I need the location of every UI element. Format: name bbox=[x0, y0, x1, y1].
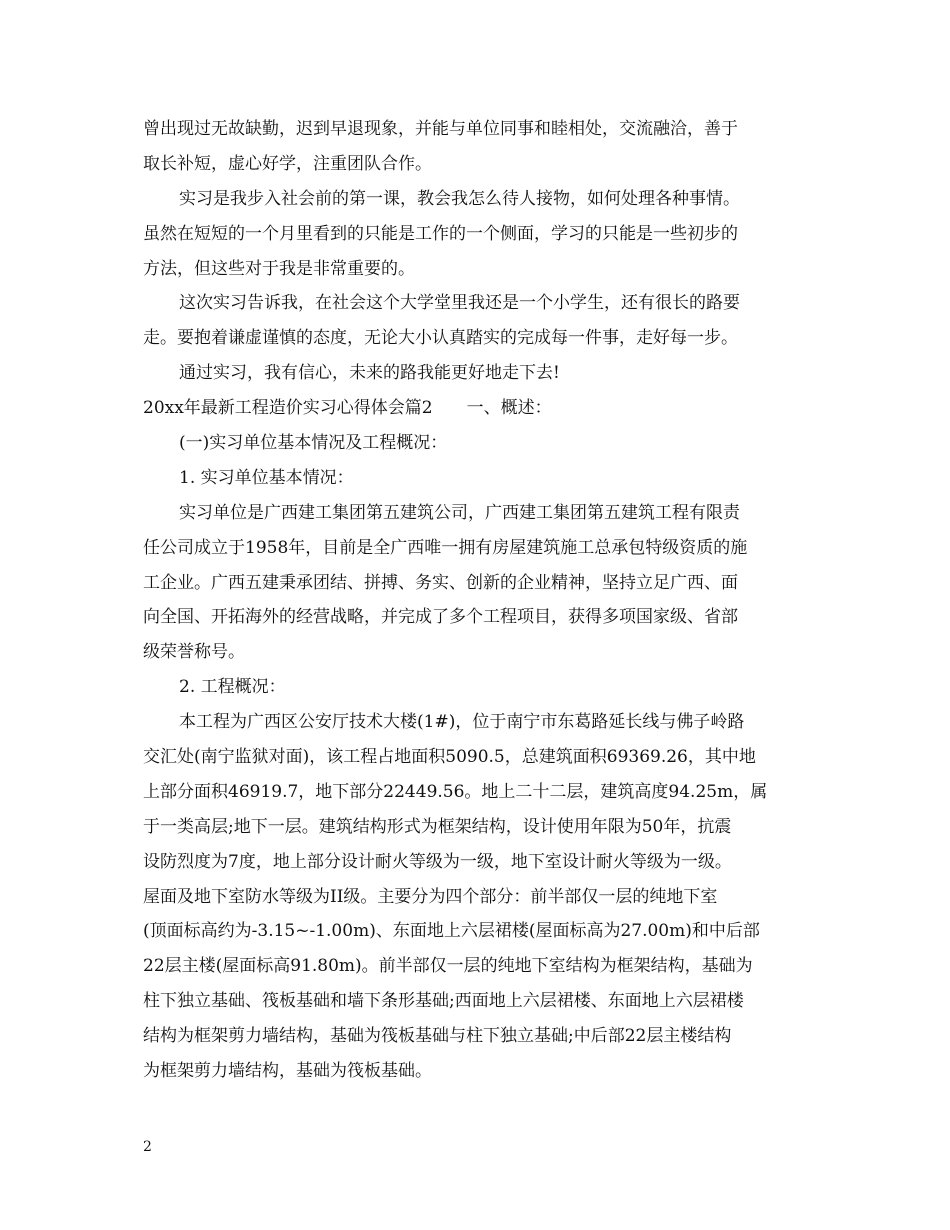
paragraph-first-line: 这次实习告诉我，在社会这个大学堂里我还是一个小学生，还有很长的路要 bbox=[179, 293, 740, 314]
section-heading: 20xx年最新工程造价实习心得体会篇2 一、概述： bbox=[143, 398, 552, 419]
text-line: 走。要抱着谦虚谨慎的态度，无论大小认真踏实的完成每一件事，走好每一步。 bbox=[143, 328, 738, 349]
text-line: 为框架剪力墙结构，基础为筏板基础。 bbox=[143, 1061, 432, 1082]
text-line: 方法，但这些对于我是非常重要的。 bbox=[143, 258, 415, 279]
subsection-heading: 2. 工程概况： bbox=[179, 677, 286, 698]
paragraph-first-line: 实习是我步入社会前的第一课，教会我怎么待人接物，如何处理各种事情。 bbox=[179, 188, 740, 209]
body-text bbox=[143, 112, 813, 1089]
text-line: 于一类高层;地下一层。建筑结构形式为框架结构，设计使用年限为50年，抗震 bbox=[143, 816, 732, 837]
subsection-heading: 1. 实习单位基本情况： bbox=[179, 467, 354, 488]
text-line: 上部分面积46919.7，地下部分22449.56。地上二十二层，建筑高度94.25m，属 bbox=[143, 781, 768, 802]
text-line: 22层主楼(屋面标高91.80m)。前半部仅一层的纯地下室结构为框架结构，基础为 bbox=[143, 956, 753, 977]
text-line: 设防烈度为7度，地上部分设计耐火等级为一级，地下室设计耐火等级为一级。 bbox=[143, 851, 732, 872]
text-line: 虽然在短短的一个月里看到的只能是工作的一个侧面，学习的只能是一些初步的 bbox=[143, 223, 738, 244]
text-line: (顶面标高约为-3.15~-1.00m)、东面地上六层裙楼(屋面标高为27.00m)和中后部 bbox=[143, 921, 760, 942]
paragraph-first-line: 通过实习，我有信心，未来的路我能更好地走下去! bbox=[179, 363, 560, 384]
text-line: 交汇处(南宁监狱对面)，该工程占地面积5090.5，总建筑面积69369.26，其中地 bbox=[143, 747, 756, 768]
text-line: 曾出现过无故缺勤，迟到早退现象，并能与单位同事和睦相处，交流融洽，善于 bbox=[143, 119, 738, 139]
paragraph-first-line: 实习单位是广西建工集团第五建筑公司，广西建工集团第五建筑工程有限责 bbox=[179, 502, 740, 523]
text-line: 结构为框架剪力墙结构，基础为筏板基础与柱下独立基础;中后部22层主楼结构 bbox=[143, 1026, 732, 1047]
paragraph-first-line: 本工程为广西区公安厅技术大楼(1#)，位于南宁市东葛路延长线与佛子岭路 bbox=[179, 712, 745, 733]
subsection-heading: (一)实习单位基本情况及工程概况： bbox=[179, 433, 448, 454]
text-line: 取长补短，虚心好学，注重团队合作。 bbox=[143, 153, 432, 174]
text-line: 任公司成立于1958年，目前是全广西唯一拥有房屋建筑施工总承包特级资质的施 bbox=[143, 537, 748, 558]
page-number: 2 bbox=[143, 1139, 152, 1155]
text-line: 级荣誉称号。 bbox=[143, 642, 245, 663]
text-line: 屋面及地下室防水等级为II级。主要分为四个部分：前半部仅一层的纯地下室 bbox=[143, 886, 718, 907]
text-line: 向全国、开拓海外的经营战略，并完成了多个工程项目，获得多项国家级、省部 bbox=[143, 607, 738, 628]
text-line: 柱下独立基础、筏板基础和墙下条形基础;西面地上六层裙楼、东面地上六层裙楼 bbox=[143, 991, 744, 1012]
text-line: 工企业。广西五建秉承团结、拼搏、务实、创新的企业精神，坚持立足广西、面 bbox=[143, 572, 738, 593]
